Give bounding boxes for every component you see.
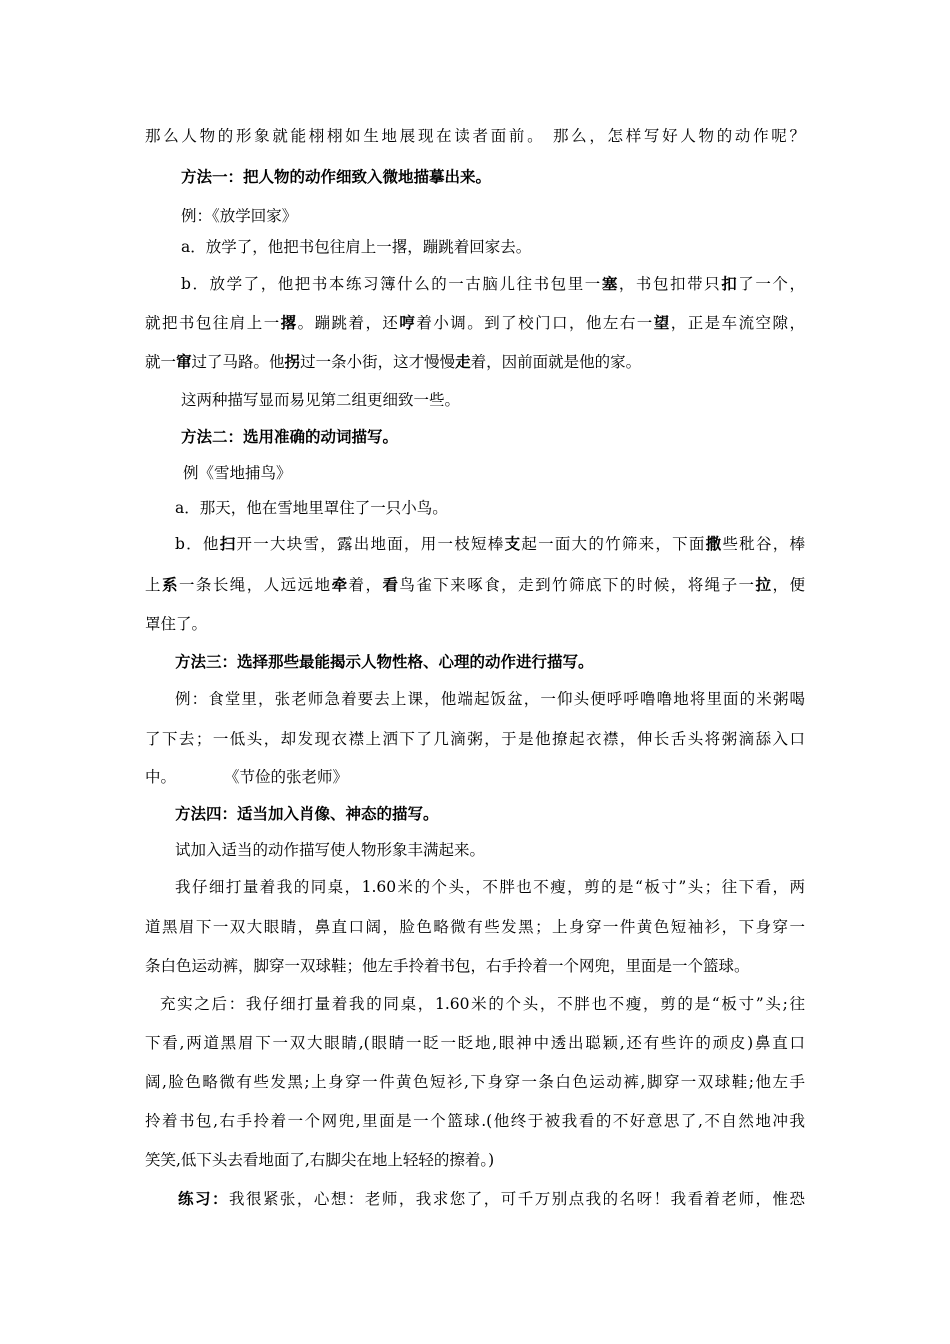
method4-revised-line5: 笑笑,低下头去看地面了,右脚尖在地上轻轻的擦着。) — [145, 1151, 495, 1169]
method2-heading: 方法二：选用准确的动词描写。 — [181, 427, 399, 446]
intro-line: 那么人物的形象就能栩栩如生地展现在读者面前。 那么，怎样写好人物的动作呢？ — [145, 127, 805, 145]
method4-revised-line2: 下看,两道黑眉下一双大眼睛,(眼睛一眨一眨地,眼神中透出聪颖,还有些许的顽皮)鼻直口 — [145, 1034, 805, 1052]
method4-revised-line1: 充实之后：我仔细打量着我的同桌，1.60米的个头，不胖也不瘦，剪的是“板寸”头;往 — [160, 995, 805, 1013]
method1-example-title: 例：《放学回家》 — [181, 207, 298, 225]
method4-revised-line3: 阔,脸色略微有些发黑;上身穿一件黄色短衫,下身穿一条白色运动裤,脚穿一双球鞋;他左手 — [145, 1073, 805, 1091]
method4-original-line1: 我仔细打量着我的同桌，1.60米的个头，不胖也不瘦，剪的是“板寸”头；往下看，两 — [175, 878, 805, 896]
method4-task: 试加入适当的动作描写使人物形象丰满起来。 — [175, 841, 486, 859]
method2-example-b-line3: 罩住了。 — [145, 615, 208, 633]
method1-heading: 方法一：把人物的动作细致入微地描摹出来。 — [181, 167, 492, 186]
method1-example-b-line3: 就一窜过了马路。他拐过一条小街，这才慢慢走着，因前面就是他的家。 — [145, 352, 642, 371]
method3-example-line2: 了下去；一低头，却发现衣襟上洒下了几滴粥，于是他撩起衣襟，伸长舌头将粥滴舔入口 — [145, 730, 805, 748]
method1-example-b-line2: 就把书包往肩上一撂。蹦跳着，还哼着小调。到了校门口，他左右一望，正是车流空隙， — [145, 313, 805, 332]
method4-heading: 方法四：适当加入肖像、神态的描写。 — [175, 804, 439, 823]
method4-original-line3: 条白色运动裤，脚穿一双球鞋；他左手拎着书包，右手拎着一个网兜，里面是一个篮球。 — [145, 957, 750, 975]
method4-original-line2: 道黑眉下一双大眼睛，鼻直口阔，脸色略微有些发黑；上身穿一件黄色短袖衫，下身穿一 — [145, 918, 805, 936]
exercise-label: 练习： — [178, 1189, 229, 1208]
method4-revised-line4: 拎着书包,右手拎着一个网兜,里面是一个篮球.(他终于被我看的不好意思了,不自然地冲我 — [145, 1112, 805, 1130]
exercise-text: 我很紧张，心想：老师，我求您了，可千万别点我的名呀！我看着老师，惟恐 — [228, 1190, 805, 1208]
method3-source-title: 《节俭的张老师》 — [224, 768, 349, 786]
method1-conclusion: 这两种描写显而易见第二组更细致一些。 — [181, 391, 461, 409]
method2-example-title: 例《雪地捕鸟》 — [183, 464, 292, 482]
method3-heading: 方法三：选择那些最能揭示人物性格、心理的动作进行描写。 — [175, 652, 594, 671]
method1-example-a: a．放学了，他把书包往肩上一撂，蹦跳着回家去。 — [181, 238, 532, 256]
method1-example-b-line1: b．放学了，他把书本练习簿什么的一古脑儿往书包里一塞，书包扣带只扣了一个， — [181, 274, 805, 293]
method2-example-b-line2: 上系一条长绳，人远远地牵着，看鸟雀下来啄食，走到竹筛底下的时候，将绳子一拉，便 — [145, 575, 805, 594]
method3-example-line3: 中。 《节俭的张老师》 — [145, 768, 349, 786]
exercise-line — [178, 1189, 805, 1209]
method2-example-b-line1: b．他扫开一大块雪，露出地面，用一枝短棒支起一面大的竹筛来，下面撒些秕谷，棒 — [175, 534, 805, 553]
method2-example-a: a．那天，他在雪地里罩住了一只小鸟。 — [175, 499, 448, 517]
method3-example-line1: 例：食堂里，张老师急着要去上课，他端起饭盆，一仰头便呼呼噜噜地将里面的米粥喝 — [175, 690, 805, 708]
